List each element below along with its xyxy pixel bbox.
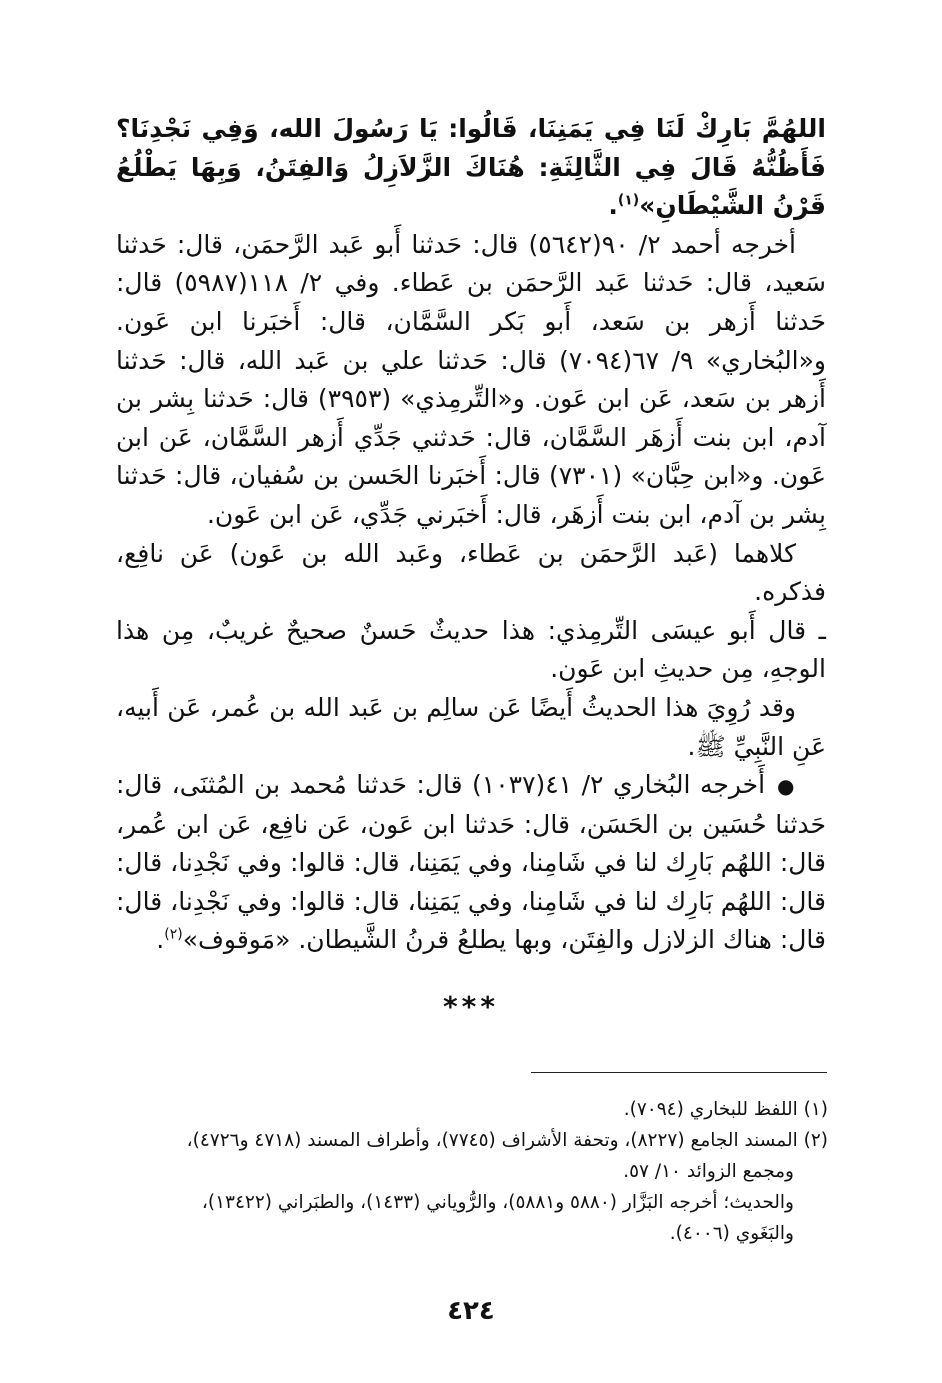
hadith-body: اللهُمَّ بَارِكْ لَنَا فِي يَمَنِنَا، قَالُوا: يَا رَسُولَ الله، وَفِي نَجْدِنَا؟ فَأَظُنُّهُ قَالَ فِي الثَّالِثَةِ: هُنَاكَ الزَّلاَزِلُ وَالفِتَنُ، وَبِهَا يَطْلُعُ قَرْنُ الشَّيْطَانِ» — [116, 114, 826, 221]
bukhari-end: . — [156, 925, 165, 955]
footnote-3-line-1: والحديث؛ أخرجه البَزَّار (٥٨٨٠ و٥٨٨١)، والرُّوياني (١٤٣٣)، والطبَراني (١٣٤٢٢)، — [201, 1192, 794, 1213]
bullet-icon: ● — [777, 774, 797, 799]
hadith-end: . — [608, 191, 618, 221]
footnote-ref-1: (١) — [617, 192, 640, 209]
footnotes — [112, 1094, 828, 1249]
takhrij-summary: كلاهما (عَبد الرَّحمَن بن عَطاء، وعَبد الله بن عَون) عَن نافِع، فذكره. — [116, 538, 826, 607]
bukhari-mawquf-paragraph — [116, 766, 826, 960]
takhrij-paragraph: أخرجه أحمد ٢/ ٩٠(٥٦٤٢) قال: حَدثنا أَبو عَبد الرَّحمَن، قال: حَدثنا سَعيد، قال: حَدثنا عَبد الرَّحمَن بن عَطاء. وفي ٢/ ١١٨(٥٩٨٧) قال: حَدثنا أَزهر بن سَعد، أَبو بَكر السَّمَّان، قال: أَخبَرنا ابن عَون. و«البُخاري» ٩/ ٦٧(٧٠٩٤) قال: حَدثنا علي بن عَبد الله، قال: حَدثنا أَزهر بن سَعد، عَن ابن عَون. و«التِّرمِذي» (٣٩٥٣) قال: حَدثنا بِشر بن آدم، ابن بنت أَزهَر السَّمَّان، قال: حَدثني جَدِّي أَزهر السَّمَّان، عَن ابن عَون. و«ابن حِبَّان» (٧٣٠١) قال: أَخبَرنا الحَسن بن سُفيان، قال: حَدثنا بِشر بن آدم، ابن بنت أَزهَر، قال: أَخبَرني جَدِّي، عَن ابن عَون. — [116, 229, 826, 529]
page-number: ٤٢٤ — [447, 1296, 495, 1326]
hadith-text — [116, 110, 826, 226]
footnote-3-line-2: والبَغَوي (٤٠٠٦). — [669, 1223, 794, 1244]
footnote-1: (١) اللفظ للبخاري (٧٠٩٤). — [623, 1099, 828, 1120]
footnote-2-line-2: ومجمع الزوائد ١٠/ ٥٧. — [623, 1161, 794, 1182]
riwaya-note: وقد رُوِيَ هذا الحديثُ أَيضًا عَن سالِم بن عَبد الله بن عُمر، عَن أَبيه، عَنِ النَّبِيِّ ﷺ. — [116, 692, 826, 761]
footnote-2-line-1: (٢) المسند الجامع (٨٢٢٧)، وتحفة الأشراف (٧٧٤٥)، وأطراف المسند (٤٧١٨ و٤٧٢٦)، — [186, 1130, 828, 1151]
footnote-ref-2: (٢) — [164, 927, 183, 944]
section-separator: *** — [443, 990, 499, 1023]
bukhari-mawquf-text: أَخرجه البُخاري ٢/ ٤١(١٠٣٧) قال: حَدثنا مُحمد بن المُثنَى، قال: حَدثنا حُسَين بن الحَسَن، قال: حَدثنا ابن عَون، عَن نافِع، عَن ابن عُمر، قال: اللهُم بَارِك لنا في شَامِنا، وفي يَمَنِنا، قال: قالوا: وفي نَجْدِنا، قال: قال: اللهُم بَارِك لنا في شَامِنا، وفي يَمَنِنا، قال: قالوا: وفي نَجْدِنا، قال: قال: هناك الزلازل والفِتَن، وبها يطلعُ قرنُ الشَّيطان. «مَوقوف» — [116, 770, 826, 955]
footnote-divider — [531, 1072, 827, 1073]
main-text — [116, 110, 826, 960]
tirmidhi-comment: ـ قال أَبو عيسَى التِّرمِذي: هذا حديثٌ حَسنٌ صحيحٌ غريبٌ، مِن هذا الوجهِ، مِن حديثِ ابن عَون. — [116, 615, 826, 684]
